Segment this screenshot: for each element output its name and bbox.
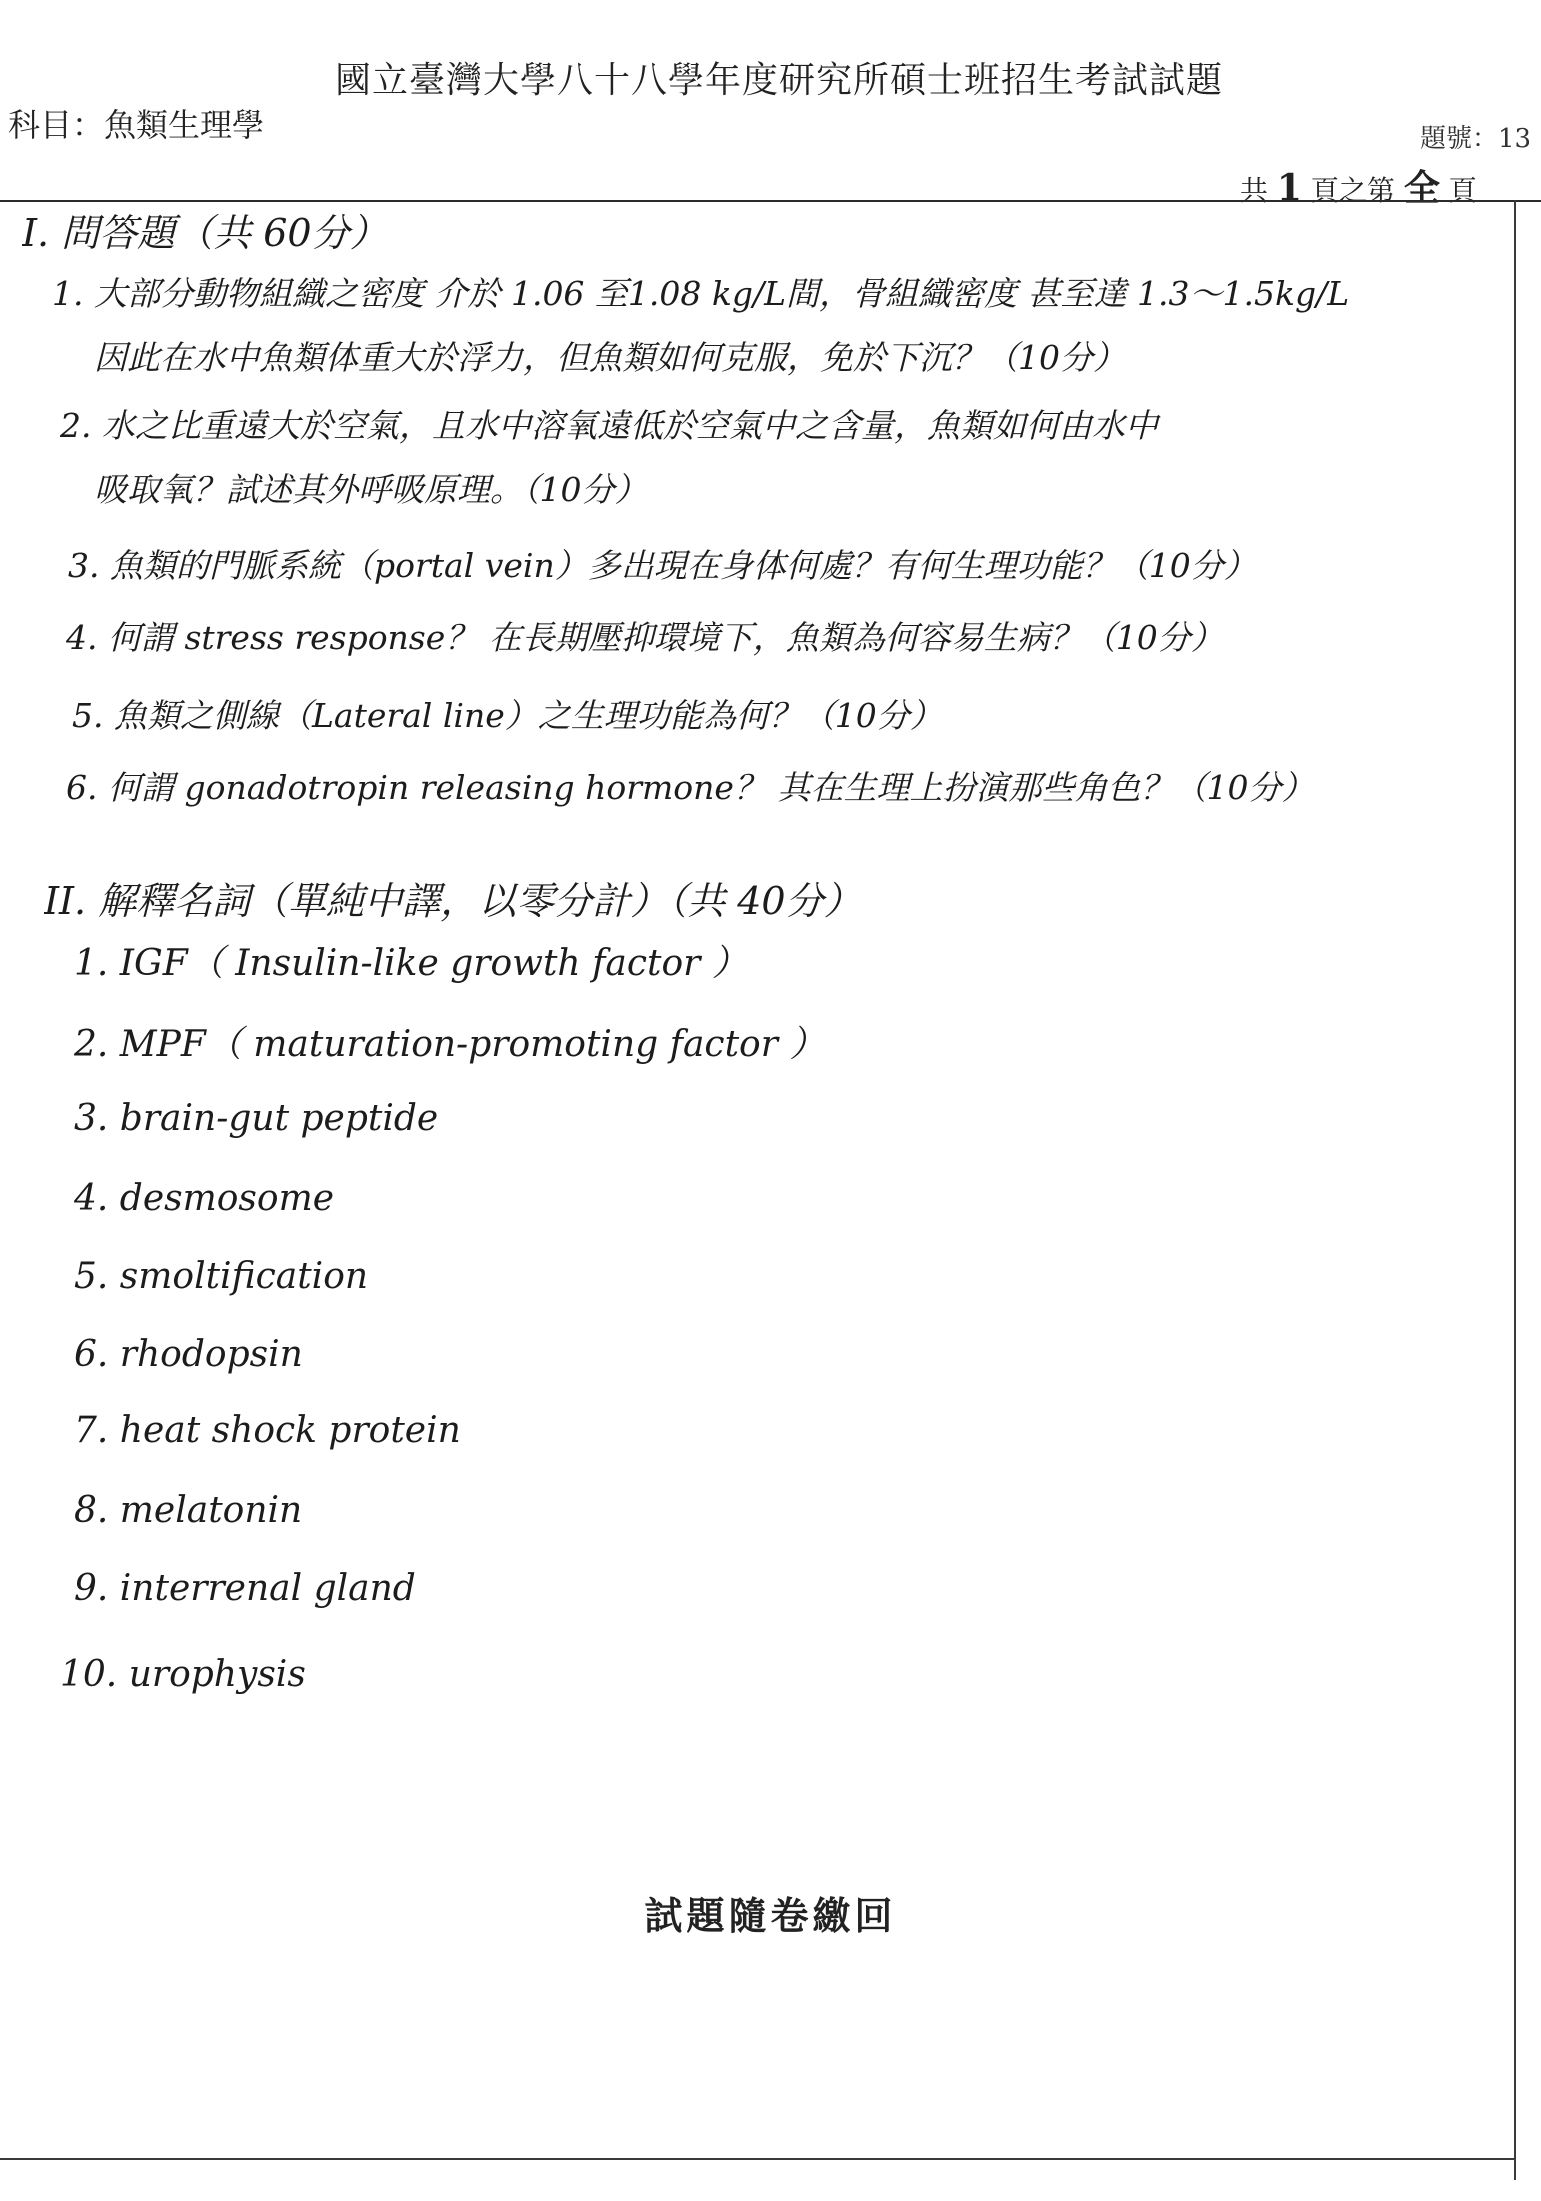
question-1-line-1: 1. 大部分動物組織之密度 介於 1.06 至1.08 kg/L間，骨組織密度 甚至達 1.3～1.5kg/L bbox=[52, 274, 1350, 313]
term-5: 5. smoltification bbox=[74, 1256, 369, 1297]
question-5: 5. 魚類之側線（Lateral line）之生理功能為何？（10分） bbox=[72, 696, 943, 735]
page-total-prefix: 共 bbox=[1240, 174, 1269, 207]
page-middle-text: 頁之第 bbox=[1310, 174, 1395, 207]
term-8: 8. melatonin bbox=[74, 1490, 303, 1531]
page-total-count: 1 bbox=[1276, 167, 1302, 209]
question-6: 6. 何謂 gonadotropin releasing hormone？ 其在生理上扮演那些角色？（10分） bbox=[66, 768, 1315, 807]
exam-title: 國立臺灣大學八十八學年度研究所碩士班招生考試試題 bbox=[335, 60, 1224, 101]
term-1: 1. IGF（ Insulin-like growth factor ） bbox=[74, 943, 748, 984]
term-9: 9. interrenal gland bbox=[74, 1568, 416, 1609]
question-2-line-1: 2. 水之比重遠大於空氣，且水中溶氧遠低於空氣中之含量，魚類如何由水中 bbox=[60, 406, 1158, 445]
frame-bottom-rule bbox=[0, 2158, 1515, 2160]
question-2-line-2: 吸取氧？試述其外呼吸原理。（10分） bbox=[94, 470, 648, 509]
question-number: 題號：13 bbox=[1420, 124, 1532, 154]
return-exam-note: 試題隨卷繳回 bbox=[644, 1893, 897, 1938]
question-4: 4. 何謂 stress response？ 在長期壓抑環境下，魚類為何容易生病？（10分） bbox=[66, 618, 1224, 657]
term-7: 7. heat shock protein bbox=[74, 1410, 461, 1451]
section-1-heading: I. 問答題（共 60分） bbox=[22, 211, 388, 255]
term-4: 4. desmosome bbox=[74, 1178, 335, 1219]
frame-right-rule bbox=[1514, 200, 1516, 2180]
term-3: 3. brain-gut peptide bbox=[74, 1098, 439, 1139]
term-6: 6. rhodopsin bbox=[74, 1334, 303, 1375]
section-2-heading: II. 解釋名詞（單純中譯，以零分計）（共 40分） bbox=[44, 879, 862, 923]
question-1-line-2: 因此在水中魚類体重大於浮力，但魚類如何克服，免於下沉？（10分） bbox=[94, 338, 1126, 377]
term-2: 2. MPF（ maturation-promoting factor ） bbox=[74, 1024, 826, 1065]
page-current: 全 bbox=[1403, 167, 1440, 209]
page-suffix: 頁 bbox=[1448, 174, 1477, 207]
subject-label: 科目：魚類生理學 bbox=[8, 106, 265, 144]
term-10: 10. urophysis bbox=[60, 1654, 306, 1695]
question-3: 3. 魚類的門脈系統（portal vein）多出現在身体何處？有何生理功能？（10分） bbox=[68, 546, 1257, 585]
